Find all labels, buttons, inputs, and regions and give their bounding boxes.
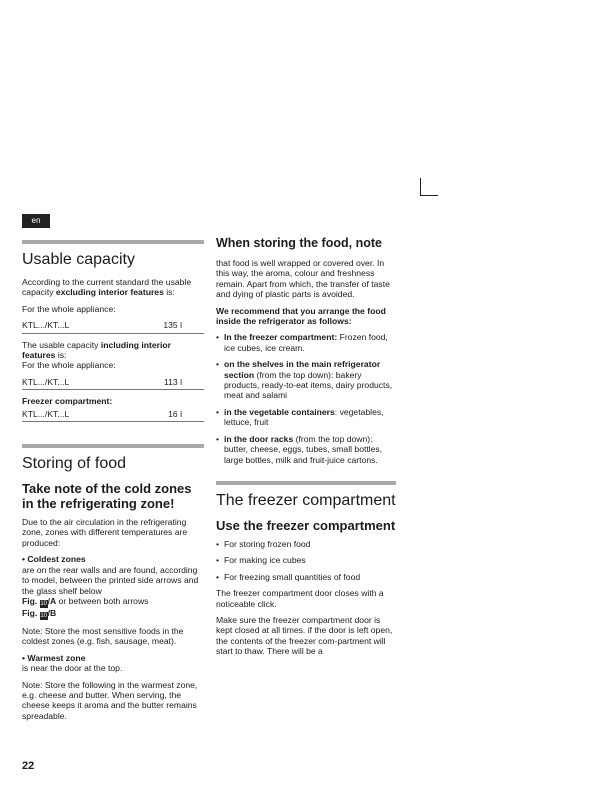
capacity-row: [22, 409, 204, 422]
model-label: KTL.../KT...L: [22, 376, 70, 387]
usable-capacity-heading: Usable capacity: [22, 251, 135, 268]
section-bar: [216, 481, 396, 485]
model-label: KTL.../KT...L: [22, 408, 70, 419]
capacity-value: 135 l: [163, 320, 182, 331]
language-tag: en: [22, 214, 50, 228]
whole-appliance-label: For the whole appliance:: [22, 360, 116, 371]
list-item: • For storing frozen food: [216, 539, 396, 549]
recommend-text: We recommend that you arrange the food inside the refrigerator as follows:: [216, 305, 386, 327]
list-item: • In the freezer compartment: Frozen food, ice cubes, ice cream.: [216, 332, 396, 353]
usable-capacity-intro: According to the current standard the usable capacity excluding interior features is:: [22, 277, 192, 298]
use-freezer-subheading: Use the freezer compartment: [216, 517, 396, 533]
list-item: • in the door racks (from the top down): butter, cheese, eggs, tubes, small bottles, large bottles, milk and fruit-juice cartons.: [216, 434, 396, 465]
crop-mark-horizontal: [420, 195, 438, 196]
list-item: • on the shelves in the main refrigerator section (from the top down): bakery products, ready-to-eat items, dairy products, meat and salami: [216, 359, 396, 401]
list-item: • in the vegetable containers: vegetables, lettuce, fruit: [216, 407, 396, 428]
note-sensitive-foods: Note: Store the most sensitive foods in the coldest zones (e.g. fish, sausage, meat).: [22, 625, 184, 647]
figure-number-icon: 10: [40, 612, 48, 619]
figure-number-icon: 10: [40, 600, 48, 607]
right-column: [216, 236, 396, 663]
coldest-zones-block: • Coldest zones are on the rear walls and are found, according to model, between the printed side arrows and the glass shelf below Fig. 10/A or between both arrows Fig. 10/B: [22, 554, 199, 619]
note-warmest-zone: Note: Store the following in the warmest zone, e.g. cheese and butter. When serving, the cheese keeps it aroma and the butter remains spreadable.: [22, 679, 198, 721]
list-item: • For making ice cubes: [216, 555, 396, 565]
storage-list: [216, 332, 396, 464]
model-label: KTL.../KT...L: [22, 320, 70, 331]
air-circulation-text: Due to the air circulation in the refrigerating zone, zones with different temperatures are produced:: [22, 517, 188, 548]
capacity-row: [22, 320, 204, 333]
freezer-closed-text: Make sure the freezer compartment door is kept closed at all times. if the door is left open, the contents of the freezer com-partment will start to thaw. There will be a: [216, 614, 393, 657]
crop-mark-vertical: [420, 178, 421, 196]
whole-appliance-label: For the whole appliance:: [22, 303, 116, 314]
storing-heading: Storing of food: [22, 455, 127, 473]
page-number: 22: [22, 760, 35, 772]
coldest-zones-title: • Coldest zones: [22, 554, 86, 565]
warmest-zone-title: • Warmest zone: [22, 652, 86, 663]
freezer-uses-list: [216, 539, 396, 582]
usable-capacity-including: The usable capacity including interior features is:: [22, 339, 172, 361]
section-bar: [22, 240, 204, 244]
freezer-heading: The freezer compartment: [216, 491, 396, 509]
warmest-zone-block: • Warmest zone is near the door at the top.: [22, 652, 123, 674]
left-column: [22, 240, 204, 727]
freezer-compartment-label: Freezer compartment:: [22, 396, 113, 407]
freezer-door-text: The freezer compartment door closes with a noticeable click.: [216, 588, 384, 609]
capacity-value: 113 l: [164, 376, 182, 387]
storing-note-heading: When storing the food, note: [216, 236, 382, 250]
cold-zones-subheading: Take note of the cold zones in the refrigerating zone!: [22, 481, 192, 512]
list-item: • For freezing small quantities of food: [216, 572, 396, 582]
storing-note-text: that food is well wrapped or covered over. In this way, the aroma, colour and freshness remain. Apart from which, the transfer of taste and dying of plastic parts is avoided.: [216, 258, 390, 300]
capacity-value: 16 l: [168, 408, 182, 419]
section-bar: [22, 444, 204, 448]
capacity-row: [22, 377, 204, 390]
